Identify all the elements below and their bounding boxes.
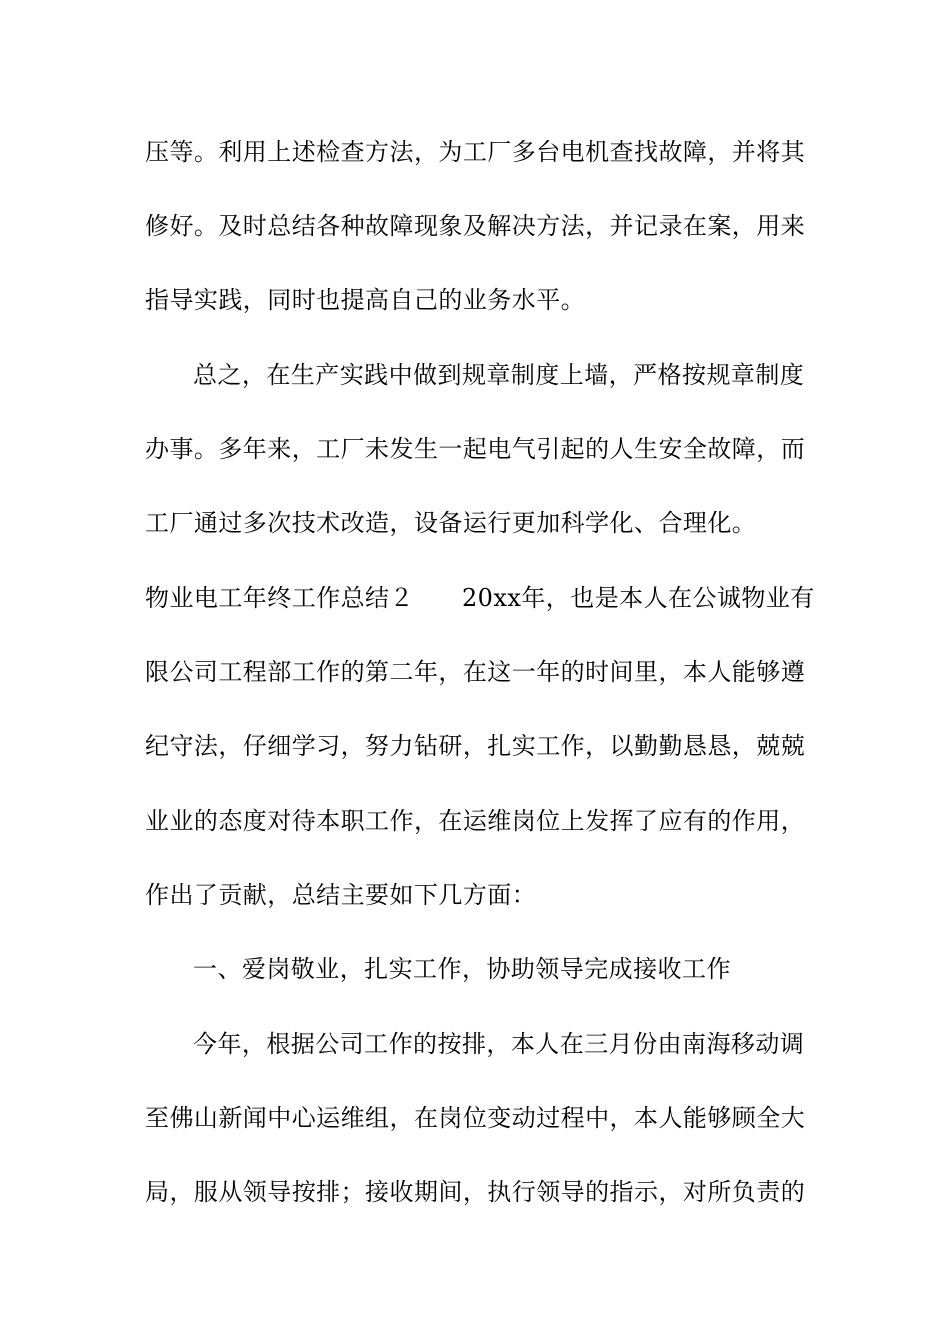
paragraph-first-line: 总之，在生产实践中做到规章制度上墙，严格按规章制度 bbox=[193, 361, 805, 389]
paragraph-first-line: 今年，根据公司工作的按排，本人在三月份由南海移动调 bbox=[193, 1030, 805, 1058]
body-line: 作出了贡献，总结主要如下几方面： bbox=[145, 881, 537, 909]
body-line: 修好。及时总结各种故障现象及解决方法，并记录在案，用来 bbox=[145, 212, 806, 240]
body-line: 限公司工程部工作的第二年，在这一年的时间里，本人能够遵 bbox=[145, 658, 806, 686]
body-line: 至佛山新闻中心运维组，在岗位变动过程中，本人能够顾全大 bbox=[145, 1104, 806, 1132]
section-heading-line bbox=[145, 578, 815, 618]
section-text-start: 20xx年，也是本人在公诚物业有 bbox=[461, 584, 815, 612]
body-line: 业业的态度对待本职工作，在运维岗位上发挥了应有的作用， bbox=[145, 807, 806, 835]
subheading-line: 一、爱岗敬业，扎实工作，协助领导完成接收工作 bbox=[193, 955, 731, 983]
body-line: 工厂通过多次技术改造，设备运行更加科学化、合理化。 bbox=[145, 509, 757, 537]
body-line: 指导实践，同时也提高自己的业务水平。 bbox=[145, 286, 586, 314]
body-line: 压等。利用上述检查方法，为工厂多台电机查找故障，并将其 bbox=[145, 138, 806, 166]
section-title: 物业电工年终工作总结２ bbox=[145, 584, 414, 612]
body-line: 纪守法，仔细学习，努力钻研，扎实工作，以勤勤恳恳，兢兢 bbox=[145, 732, 806, 760]
body-line: 办事。多年来，工厂未发生一起电气引起的人生安全故障，而 bbox=[145, 435, 806, 463]
body-line: 局，服从领导按排；接收期间，执行领导的指示，对所负责的 bbox=[145, 1178, 806, 1206]
